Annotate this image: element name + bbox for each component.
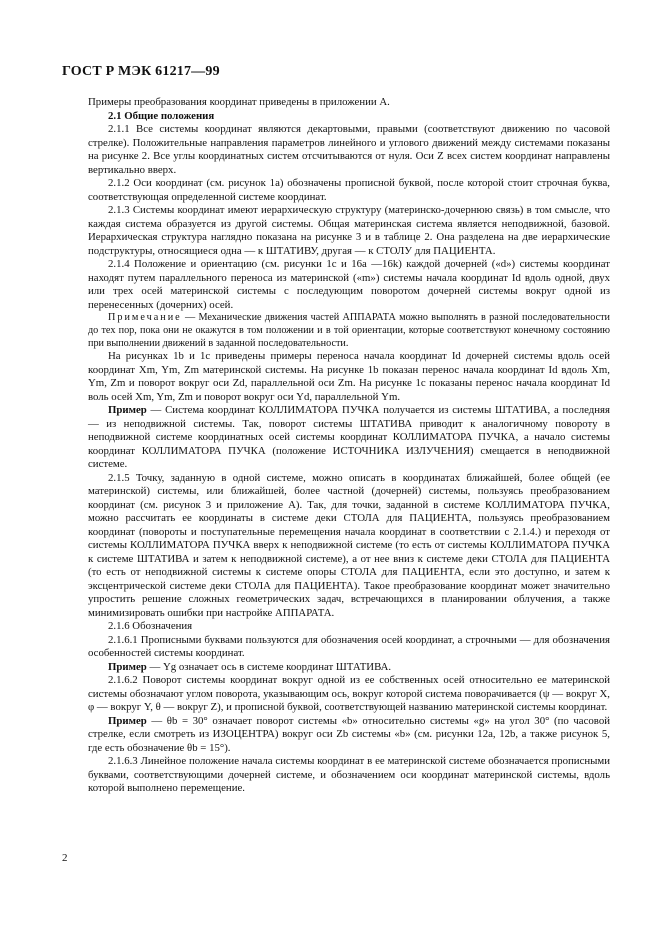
document-header: ГОСТ Р МЭК 61217—99: [62, 64, 220, 79]
paragraph-2-1-6-2: 2.1.6.2 Поворот системы координат вокруг одной из ее собственных осей относительно ее материнской системы обозначают углом поворота, указывающим ось, вокруг которой система поворачивается (ψ — вокруг X, φ — вокруг Y, θ — вокруг Z), и прописной буквой, соответствующей названию материнской системы координат.: [88, 674, 610, 714]
page-number: 2: [62, 852, 68, 864]
example-label: Пример: [108, 404, 147, 417]
note-paragraph: [88, 312, 610, 350]
example-label: Пример: [108, 714, 147, 727]
paragraph-2-1-6: 2.1.6 Обозначения: [108, 620, 193, 633]
paragraph-2-1-3: 2.1.3 Системы координат имеют иерархическую структуру (материнско-дочернюю связь) в том смысле, что каждая система образуется из другой системы. Общая материнская система является неподвижной, базовой. Иерархическая структура наглядно показана на рисунке 3 и в таблице 2. Она разделена на две иерархические подструктуры, относящиеся одна — к ШТАТИВУ, другая — к СТОЛУ для ПАЦИЕНТА.: [88, 204, 610, 257]
note-label: Примечание: [108, 312, 182, 323]
intro-paragraph: Примеры преобразования координат приведены в приложении А.: [88, 96, 390, 108]
figures-paragraph: На рисунках 1b и 1с приведены примеры переноса начала координат Id дочерней системы вдоль осей координат Xm, Ym, Zm материнской системы. На рисунке 1b показан перенос начала координат Id вдоль Xm, Ym, Zm и поворот вокруг оси Zd, параллельной оси Zm. На рисунке 1с показаны перенос начала координат Id воль осей Xm, Ym, Zm и поворот вокруг оси Yd, параллельной Ym.: [88, 350, 610, 403]
paragraph-2-1-2: 2.1.2 Оси координат (см. рисунок 1а) обозначены прописной буквой, после которой стоит строчная буква, соответствующая определенной системе координат.: [88, 177, 610, 203]
example-text: — Система координат КОЛЛИМАТОРА ПУЧКА получается из системы ШТАТИВА, а последняя — из неподвижной системы. Так, поворот системы ШТАТИВА приводит к аналогичному повороту в неподвижной системе координатных осей системы координат КОЛЛИМАТОРА ПУЧКА, а начало системы координат КОЛЛИМАТОРА ПУЧКА (положение ИСТОЧНИКА ИЗЛУЧЕНИЯ) смещается в неподвижной системе.: [88, 404, 610, 471]
example-paragraph-2: [88, 661, 610, 675]
paragraph-2-1-1: 2.1.1 Все системы координат являются декартовыми, правыми (соответствуют движению по часовой стрелке). Положительные направления параметров линейного и углового движений между системами показаны на рисунке 2. Все углы координатных систем отсчитываются от нуля. Оси Z всех систем координат направлены вертикально вверх.: [88, 123, 610, 176]
paragraph-2-1-4: 2.1.4 Положение и ориентацию (см. рисунки 1с и 16а —16k) каждой дочерней («d») системы координат находят путем параллельного переноса из материнской («m») системы начала координат Id вдоль одной, двух или трех осей материнской системы с последующим поворотом дочерней системы вокруг одной из перенесенных (дочерних) осей.: [88, 258, 610, 311]
example-text: — θb = 30° означает поворот системы «b» относительно системы «g» на угол 30° (по часовой стрелке, если смотреть из ИЗОЦЕНТРА) вокруг оси Zb системы «b» (см. рисунки 12a, 12b, а также рисунок 5, где есть обозначение θb = 15°).: [88, 714, 610, 754]
section-heading: 2.1 Общие положения: [108, 109, 215, 122]
example-label: Пример: [108, 660, 147, 673]
paragraph-2-1-5: 2.1.5 Точку, заданную в одной системе, можно описать в координатах ближайшей, более общей (ее материнской) системы, или ближайшей, более частной (дочерней) системы, пользуясь преобразованием координат (см. рисунок 3 и приложение А). Так, для точки, заданной в системе КОЛЛИМАТОРА ПУЧКА, можно рассчитать ее координаты в системе деки СТОЛА для ПАЦИЕНТА, пользуясь преобразованием координат (повороты и поступательные перемещения начала координат в соответствии с 2.1.4.) и переходя от системы КОЛЛИМАТОРА ПУЧКА вверх к неподвижной системе (то есть от системы КОЛЛИМАТОРА ПУЧКА к системе ШТАТИВА и затем к неподвижной системе), а от нее вниз к системе деки СТОЛА для ПАЦИЕНТА (то есть от неподвижной системы к системе опоры СТОЛА для ПАЦИЕНТА, если это доступно, и затем к эксцентрической системе деки СТОЛА для ПАЦИЕНТА). Такое преобразование координат может значительно упростить решение сложных геометрических задач, встречающихся в планировании облучения, а также минимизировать ошибки при настройке АППАРАТА.: [88, 471, 610, 619]
example-text: — Yg означает ось в системе координат ШТАТИВА.: [146, 660, 392, 673]
example-paragraph-1: [88, 404, 610, 472]
example-paragraph-3: [88, 715, 610, 756]
note-text: — Механические движения частей АППАРАТА можно выполнять в разной последовательности до тех пор, пока они не окажутся в том положении и в той ориентации, которые соответствуют конечному состоянию при выполнении движений в заданной последовательности.: [88, 312, 610, 349]
document-body: [88, 96, 610, 796]
paragraph-2-1-6-3: 2.1.6.3 Линейное положение начала системы координат в ее материнской системе обозначается прописными буквами, соответствующими дочерней системе, и обозначением оси координат материнской системы, вдоль которой выполнено перемещение.: [88, 755, 610, 795]
paragraph-2-1-6-1: 2.1.6.1 Прописными буквами пользуются для обозначения осей координат, а строчными — для обозначения особенностей системы координат.: [88, 633, 610, 660]
